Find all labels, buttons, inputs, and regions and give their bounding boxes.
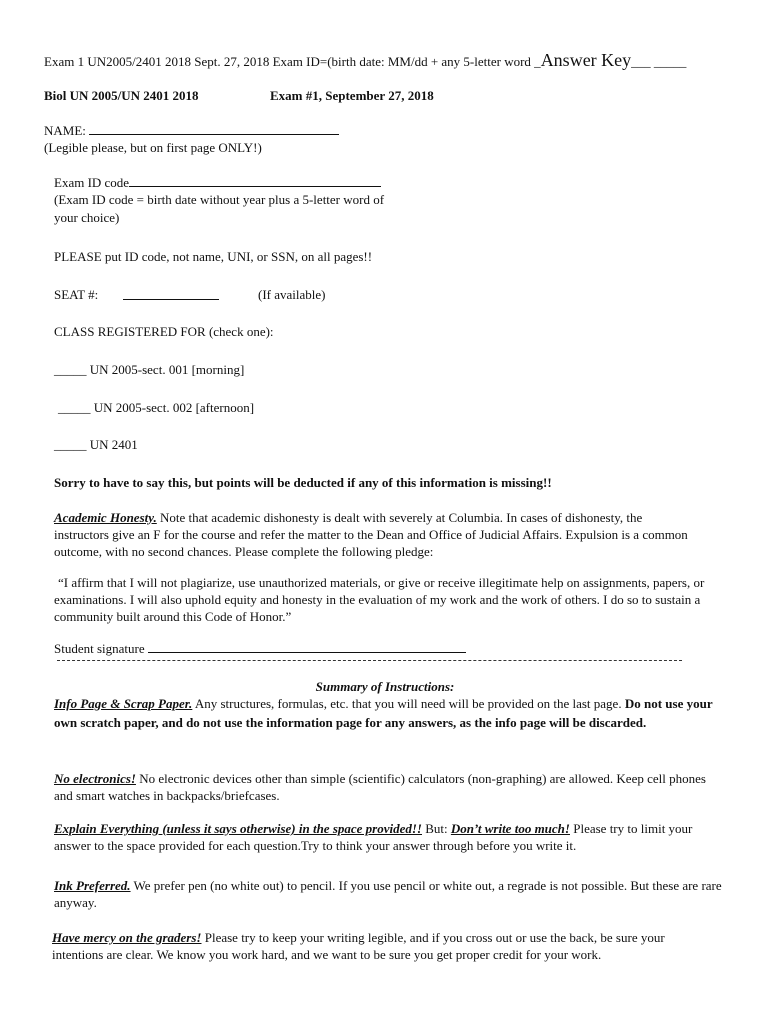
electronics-paragraph [54, 770, 719, 804]
explain-mid: But: [422, 821, 451, 836]
info-page-bold-text: Do not use your own scratch paper, and do not use the information page for any answers, as the info page will be discarded. [54, 696, 713, 730]
exam-id-label: Exam ID code [54, 175, 130, 190]
name-row [44, 122, 339, 139]
honor-pledge: “I affirm that I will not plagiarize, use unauthorized materials, or give or receive illegitimate help on assignments, papers, or examinations. I will also uphold equity and honesty in the evaluation of my work and the work of others. I do so to sustain a community built around this Code of Honor.” [54, 575, 705, 624]
header-prefix: Exam 1 UN2005/2401 2018 Sept. 27, 2018 Exam ID=(birth date: MM/dd + any 5-letter word _ [44, 54, 541, 69]
info-page-paragraph [54, 694, 714, 732]
info-page-heading: Info Page & Scrap Paper. [54, 696, 193, 711]
name-field[interactable] [89, 122, 339, 135]
header-line [44, 50, 686, 71]
separator-line [57, 660, 682, 661]
signature-field[interactable] [148, 640, 466, 653]
seat-label: SEAT #: [54, 287, 99, 302]
name-label: NAME: [44, 123, 86, 138]
explain-paragraph [54, 820, 716, 854]
explain-text: Please try to limit your answer to the space provided for each question.Try to think your answer through before you write it. [54, 821, 693, 853]
exam-id-note-2: your choice) [54, 210, 120, 225]
ink-paragraph [54, 877, 722, 911]
exam-id-field[interactable] [129, 174, 381, 187]
academic-honesty-text: Note that academic dishonesty is dealt with severely at Columbia. In cases of dishonesty, the instructors give an F for the course and refer the matter to the Dean and Office of Judicial Affairs. Expulsion is a common outcome, with no second chances. Please complete the following pledge: [54, 510, 688, 559]
academic-honesty-paragraph [54, 509, 694, 560]
answer-key-label: Answer Key [540, 50, 632, 70]
electronics-text: No electronic devices other than simple (scientific) calculators (non-graphing) are allowed. Keep cell phones and smart watches in backpacks/briefcases. [54, 771, 706, 803]
exam-id-note-1: (Exam ID code = birth date without year plus a 5-letter word of [54, 192, 385, 207]
name-note: (Legible please, but on first page ONLY!) [44, 140, 262, 155]
exam-title: Exam #1, September 27, 2018 [270, 88, 434, 103]
ink-text: We prefer pen (no white out) to pencil. If you use pencil or white out, a regrade is not possible. But these are rare anyway. [54, 878, 722, 910]
mercy-paragraph [52, 929, 712, 963]
academic-honesty-heading: Academic Honesty. [54, 510, 157, 525]
class-option-1[interactable]: _____ UN 2005-sect. 001 [morning] [54, 362, 245, 377]
summary-title: Summary of Instructions: [315, 679, 455, 694]
electronics-heading: No electronics! [54, 771, 136, 786]
seat-note: (If available) [258, 287, 326, 302]
info-page-text: Any structures, formulas, etc. that you will need will be provided on the last page. [192, 696, 625, 711]
mercy-heading: Have mercy on the graders! [52, 930, 202, 945]
explain-heading: Explain Everything (unless it says otherwise) in the space provided!! [54, 821, 422, 836]
signature-label: Student signature [54, 641, 145, 656]
mercy-text: Please try to keep your writing legible, and if you cross out or use the back, be sure your intentions are clear. We know you work hard, and we want to be sure you get proper credit for your work. [52, 930, 665, 962]
seat-field-wrap [123, 287, 219, 304]
missing-info-warning: Sorry to have to say this, but points will be deducted if any of this information is missing!! [54, 475, 552, 490]
header-suffix: ___ _____ [631, 54, 687, 69]
course-title: Biol UN 2005/UN 2401 2018 [44, 88, 199, 103]
seat-field[interactable] [123, 287, 219, 300]
ink-heading: Ink Preferred. [54, 878, 131, 893]
class-option-2[interactable]: _____ UN 2005-sect. 002 [afternoon] [58, 400, 255, 415]
class-label: CLASS REGISTERED FOR (check one): [54, 324, 274, 339]
exam-id-row [54, 174, 381, 191]
signature-row [54, 640, 466, 657]
explain-heading-2: Don’t write too much! [450, 821, 570, 836]
id-instruction: PLEASE put ID code, not name, UNI, or SSN, on all pages!! [54, 249, 373, 264]
class-option-3[interactable]: _____ UN 2401 [54, 437, 138, 452]
